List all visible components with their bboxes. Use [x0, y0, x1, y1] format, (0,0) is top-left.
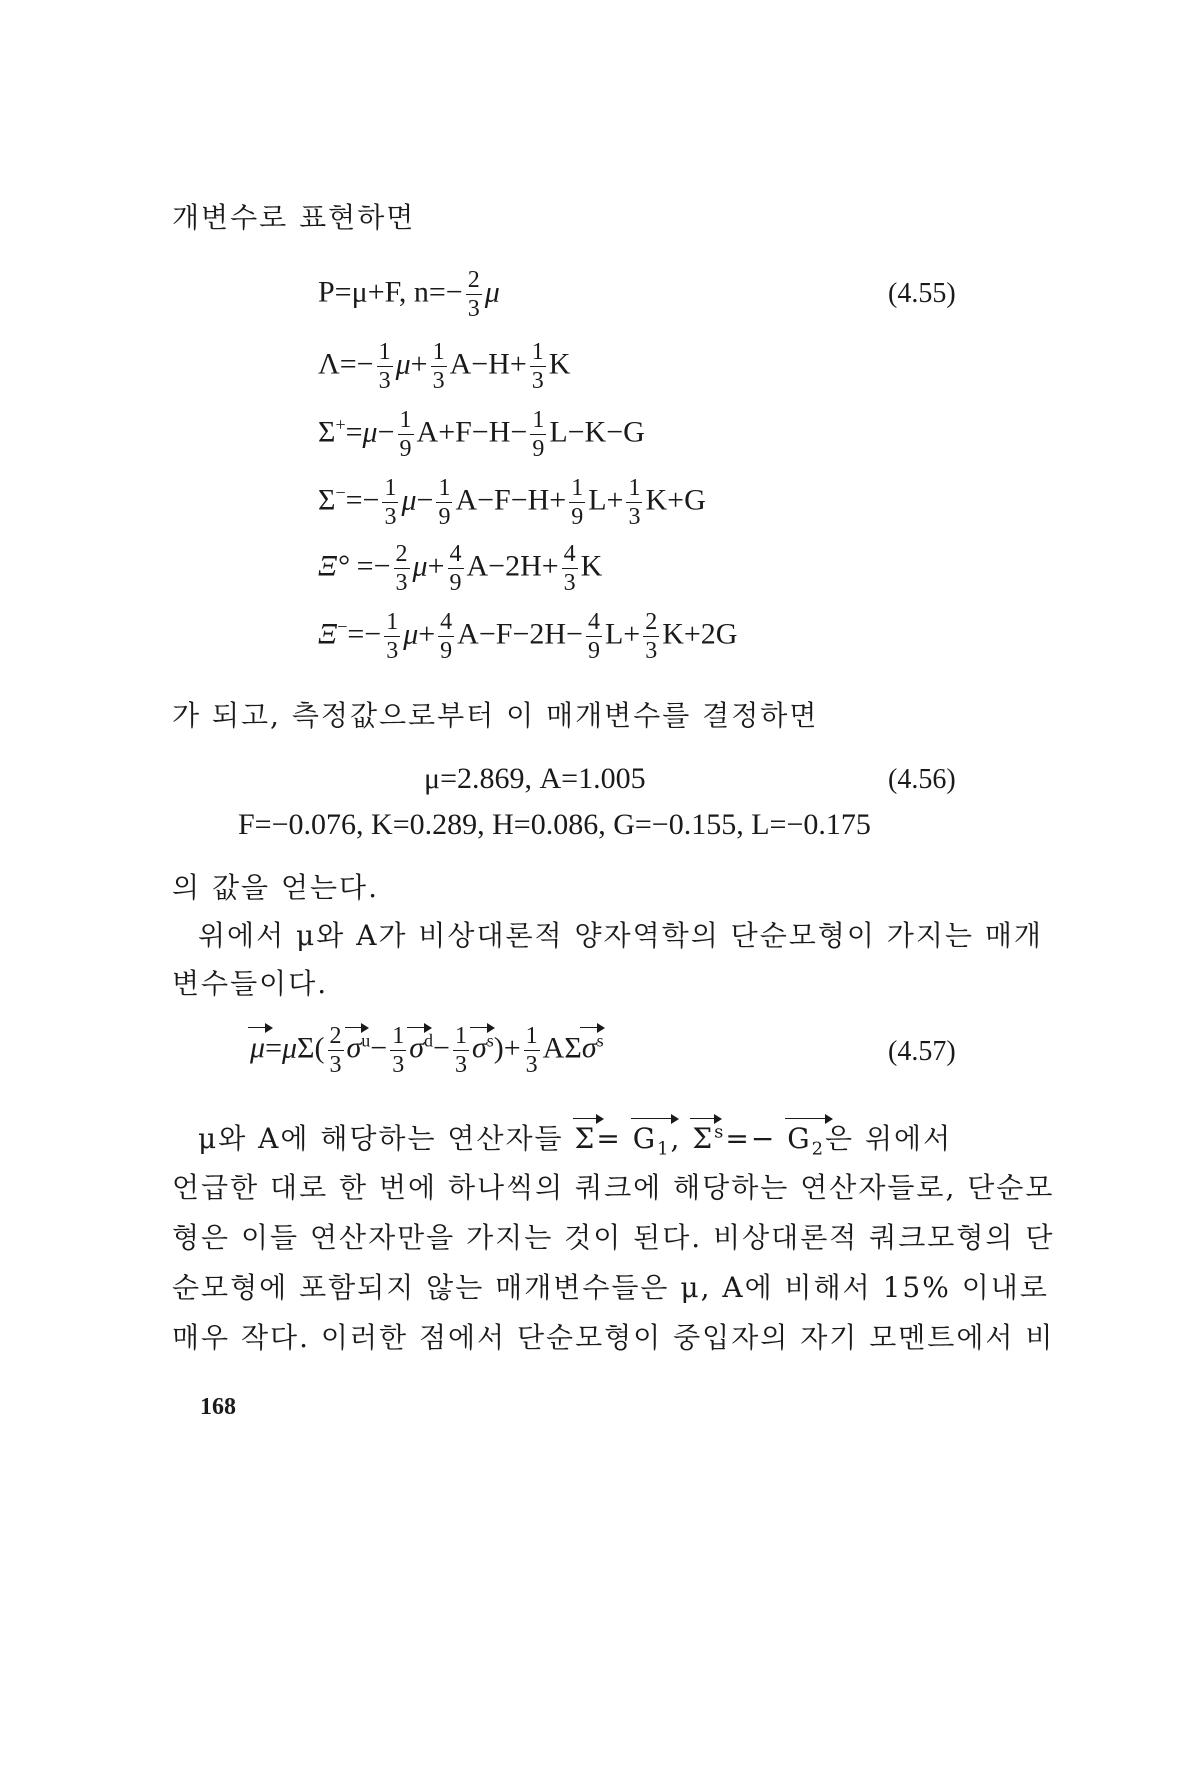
eq-4-55-row-4: Σ−=− $\frac{1}{3}$ μ− $\frac{1}{9}$ A−F−H+ $\frac{1}{9}$ L+ $\frac{1}{3}$ K+G [318, 475, 706, 530]
page-number: 168 [200, 1394, 236, 1420]
text-line-3: 의 값을 얻는다. [172, 871, 379, 904]
eq-4-55-row-2: Λ=− $\frac{1}{3}$ μ+ $\frac{1}{3}$ A−H+ $\frac{1}{3}$ K [318, 339, 571, 394]
eq-4-57: μ=μΣ( $\frac{2}{3}$ $\sigma^u-$ $\frac{1}{3}$ $\sigma^d-$ $\frac{1}{3}$ $\sigma^s)+$ $\frac{1}{3}$ AΣσ$^s$ [250, 1023, 604, 1078]
text-line-1: 개변수로 표현하면 [172, 201, 416, 234]
eq-4-55-row-3: Σ+=μ− $\frac{1}{9}$ A+F−H− $\frac{1}{9}$ L−K−G [318, 407, 645, 462]
text-line-7: 언급한 대로 한 번에 하나씩의 쿼크에 해당하는 연산자들로, 단순모 [172, 1171, 1055, 1204]
eq-number-4-55: (4.55) [888, 278, 956, 309]
text-line-5: 변수들이다. [172, 967, 329, 1000]
eq-number-4-57: (4.57) [888, 1036, 956, 1067]
text-line-4: 위에서 μ와 A가 비상대론적 양자역학의 단순모형이 가지는 매개 [198, 919, 1043, 952]
text-line-2: 가 되고, 측정값으로부터 이 매개변수를 결정하면 [172, 699, 819, 732]
eq-4-56-row-2: F=−0.076, K=0.289, H=0.086, G=−0.155, L=−0.175 [238, 808, 871, 841]
eq-4-56-row-1: μ=2.869, A=1.005 [424, 762, 646, 795]
text-line-6: μ와 A에 해당하는 연산자들 $\Sigma= G_1$, $\Sigma^s=- G_2$은 위에서 [198, 1116, 952, 1160]
eq-4-55-row-1: P=μ+F, n=− $\frac{2}{3}$ μ [318, 267, 500, 322]
eq-4-55-row-6: Ξ−=− $\frac{1}{3}$ μ+ $\frac{4}{9}$ A−F−2H− $\frac{4}{9}$ L+ $\frac{2}{3}$ K+2G [318, 609, 738, 664]
eq-4-55-row-5: Ξ° =− $\frac{2}{3}$ μ+ $\frac{4}{9}$ A−2H+ $\frac{4}{3}$ K [318, 541, 603, 596]
text-line-9: 순모형에 포함되지 않는 매개변수들은 μ, A에 비해서 15% 이내로 [172, 1271, 1049, 1304]
eq-number-4-56: (4.56) [888, 764, 956, 795]
text-line-8: 형은 이들 연산자만을 가지는 것이 된다. 비상대론적 쿼크모형의 단 [172, 1221, 1055, 1254]
text-line-10: 매우 작다. 이러한 점에서 단순모형이 중입자의 자기 모멘트에서 비 [172, 1321, 1055, 1354]
